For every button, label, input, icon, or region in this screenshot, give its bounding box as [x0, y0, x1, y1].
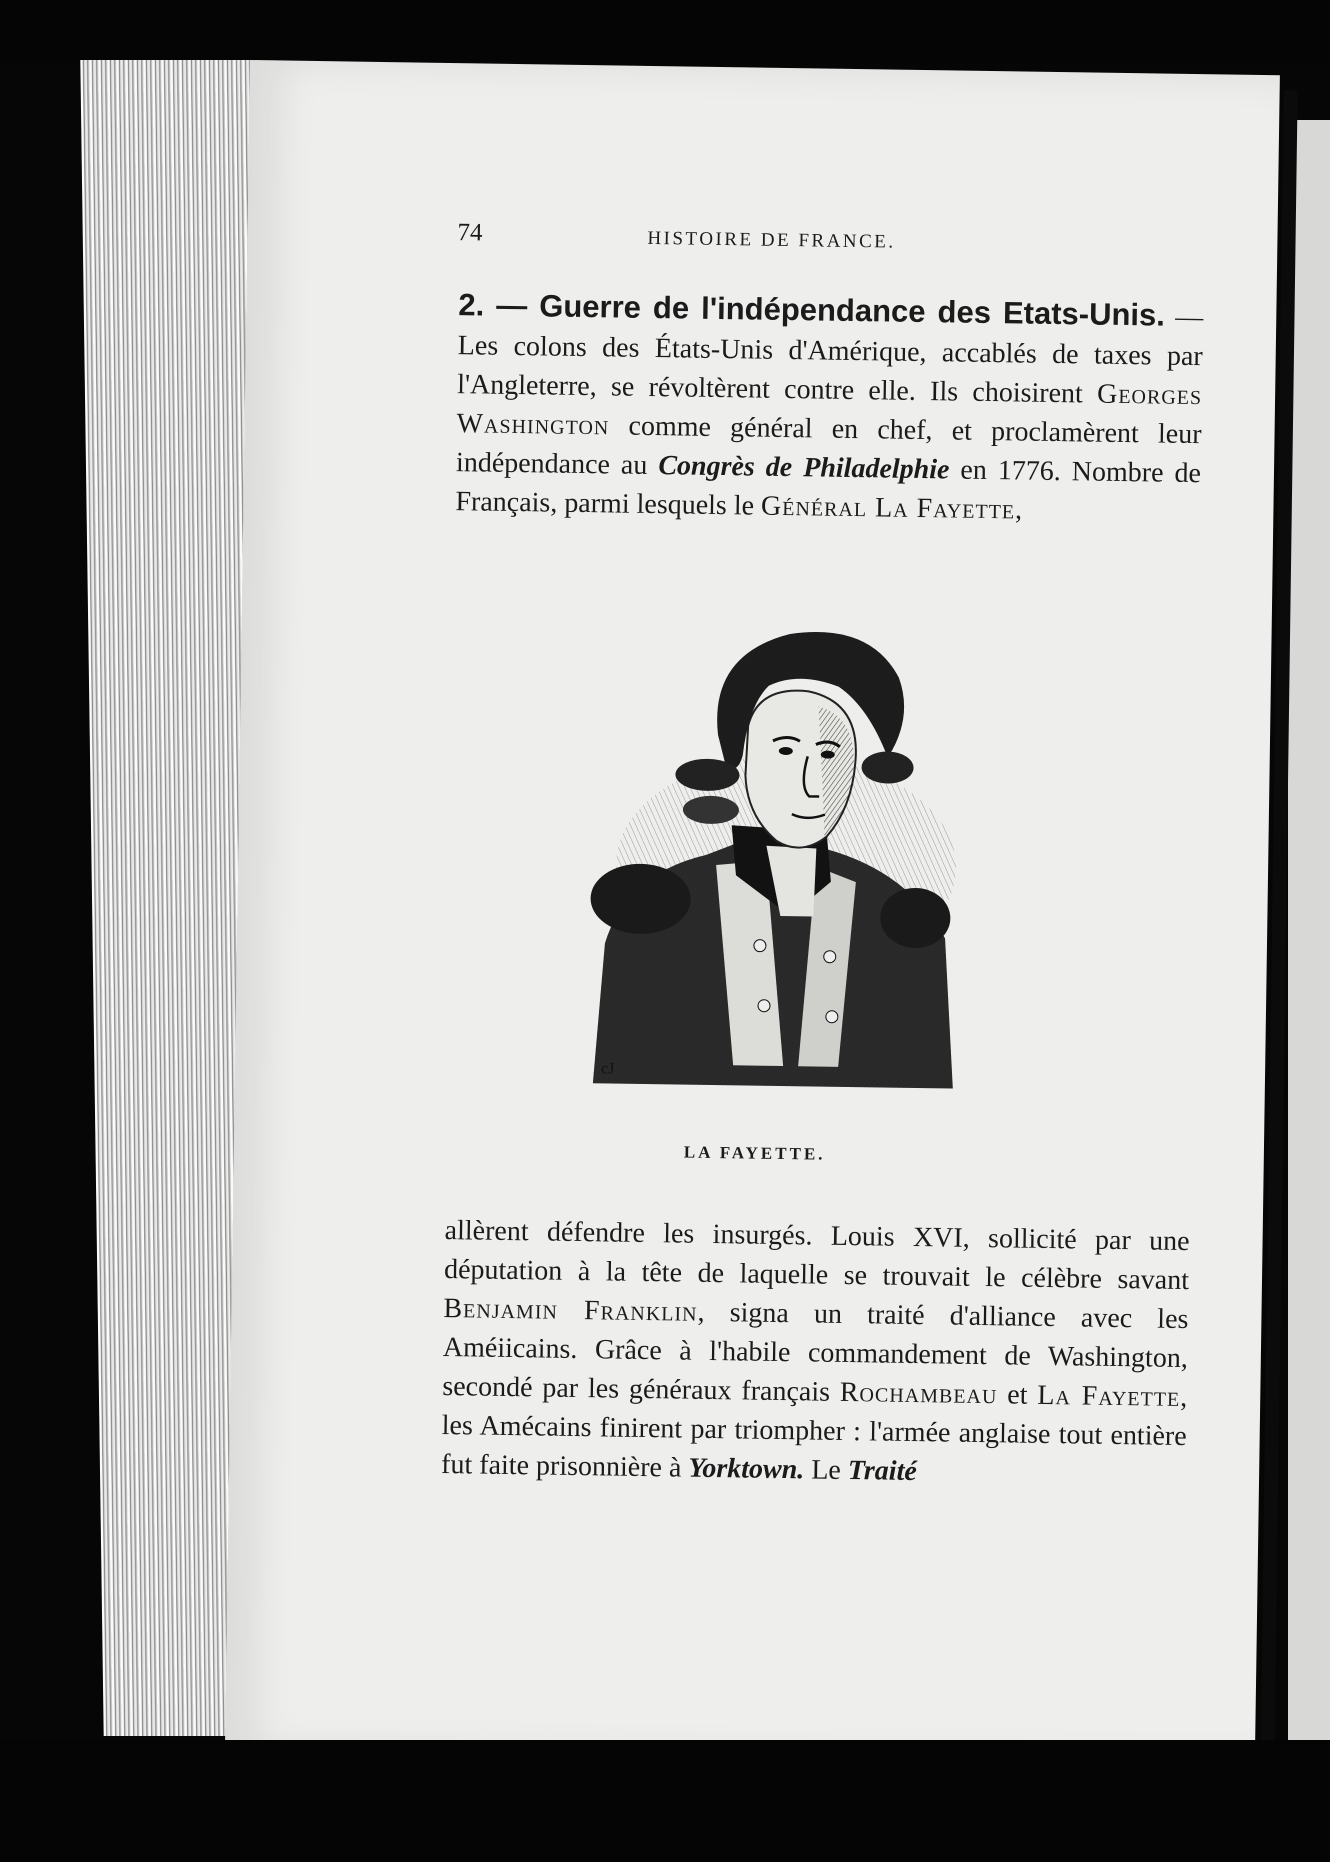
page-number: 74 [457, 219, 483, 247]
paragraph-1-text-b: comme général en chef, et proclamèrent leur indépendance au [455, 410, 1202, 482]
name-franklin: Benjamin Franklin [443, 1293, 698, 1328]
running-head: HISTOIRE DE FRANCE. [647, 227, 896, 253]
name-washington: Georges Washington [456, 378, 1203, 442]
paragraph-1-text-c: en 1776. Nombre de Français, parmi lesquels le [455, 454, 1202, 522]
paragraph-2 [441, 1211, 1190, 1495]
paragraph-2-text-d: , les Amécains finirent par triompher : l'armée anglaise tout entière fut faite prisonnière à [440, 1381, 1188, 1484]
paragraph-2-text-b: , signa un traité d'alliance avec les Améiicains. Grâce à l'habile commandement de Washington, secondé par les généraux français [442, 1296, 1189, 1408]
svg-text:cJ: cJ [600, 1060, 615, 1078]
scan-background-top [0, 0, 1330, 62]
section-heading: 2. — Guerre de l'indépendance des Etats-Unis. [458, 287, 1166, 333]
paragraph-2-text-a: allèrent défendre les insurgés. Louis XVI, sollicité par une députation à la tête de laquelle se trouvait le célèbre savant [443, 1215, 1190, 1297]
portrait-engraving-image [582, 613, 969, 1119]
name-rochambeau: Rochambeau [839, 1376, 998, 1411]
name-lafayette-2: La Fayette [1037, 1379, 1181, 1413]
place-yorktown: Yorktown. [688, 1452, 805, 1486]
name-lafayette: Général La Fayette, [760, 490, 1024, 526]
paragraph-2-text-c: et [997, 1379, 1038, 1411]
word-traite: Traité [847, 1455, 918, 1488]
name-congres: Congrès de Philadelphie [658, 450, 950, 486]
paragraph-1-text-a: — Les colons des États-Unis d'Amérique, accablés de taxes par l'Angleterre, se révoltèrent contre elle. Ils choisirent [456, 301, 1204, 410]
book-page [225, 60, 1280, 1765]
paragraph-1 [455, 285, 1203, 532]
scan-background-bottom [0, 1740, 1330, 1862]
portrait-caption: LA FAYETTE. [683, 1142, 826, 1164]
facing-page-edge [1288, 120, 1330, 1760]
paragraph-2-text-e: Le [804, 1454, 849, 1487]
